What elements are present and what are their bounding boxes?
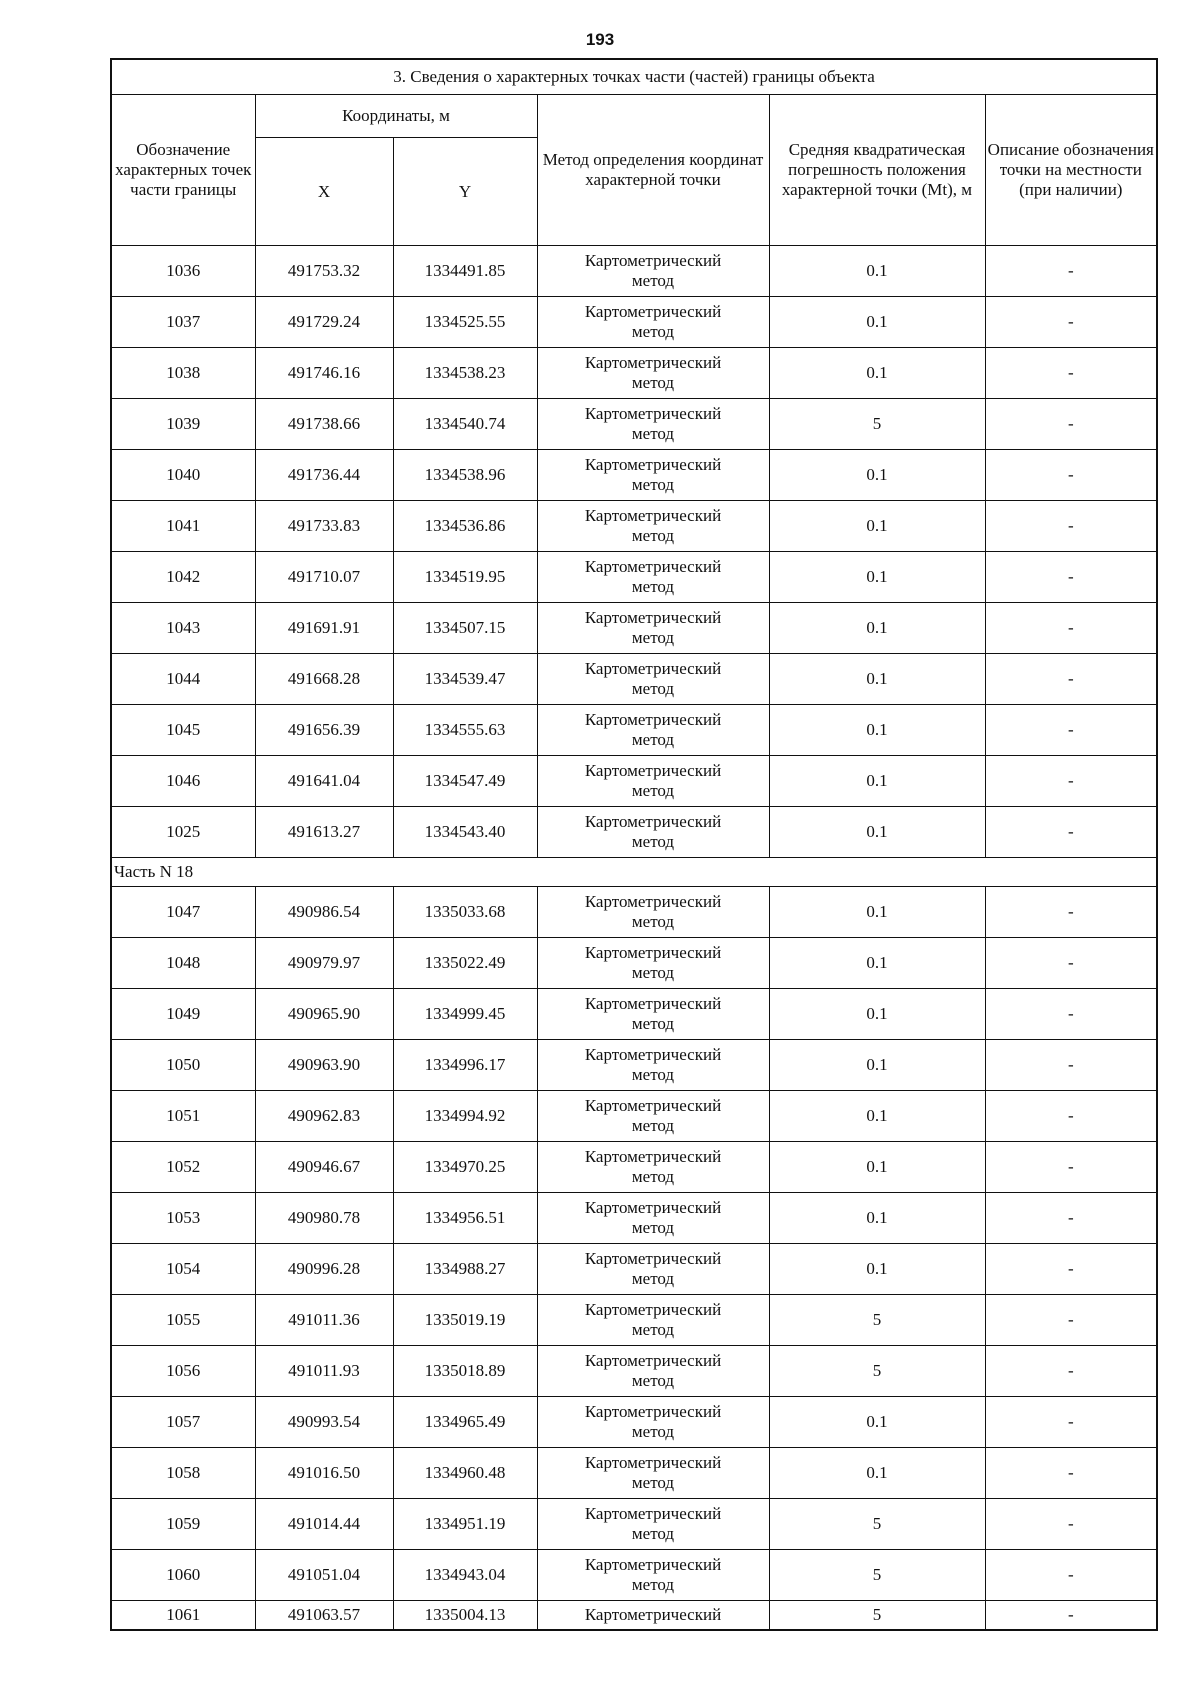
mt-value: 0.1: [769, 705, 985, 756]
table-row: [111, 552, 1157, 603]
mt-value: 5: [769, 1601, 985, 1631]
coord-y: 1334943.04: [393, 1550, 537, 1601]
coord-x: 491011.36: [255, 1295, 393, 1346]
table-row: [111, 705, 1157, 756]
method-line-1: Картометрический: [584, 251, 722, 270]
method-line-1: Картометрический: [584, 455, 722, 474]
table-row: [111, 654, 1157, 705]
description-value: -: [985, 552, 1157, 603]
coord-x: 491656.39: [255, 705, 393, 756]
point-id: 1038: [111, 348, 255, 399]
description-value: -: [985, 989, 1157, 1040]
point-id: 1053: [111, 1193, 255, 1244]
method-line-1: Картометрический: [584, 404, 722, 423]
method-line-1: Картометрический: [584, 1453, 722, 1472]
coord-y: 1334996.17: [393, 1040, 537, 1091]
method-line-2: метод: [631, 832, 675, 851]
table-row: [111, 1193, 1157, 1244]
point-id: 1045: [111, 705, 255, 756]
coord-x: 491051.04: [255, 1550, 393, 1601]
method-cell: [537, 399, 769, 450]
mt-value: 0.1: [769, 1244, 985, 1295]
method-line-1: Картометрический: [584, 1504, 722, 1523]
method-line-2: метод: [631, 475, 675, 494]
point-id: 1039: [111, 399, 255, 450]
point-id: 1037: [111, 297, 255, 348]
coord-y: 1334539.47: [393, 654, 537, 705]
method-cell: [537, 887, 769, 938]
method-line-1: Картометрический: [584, 1300, 722, 1319]
description-value: -: [985, 1040, 1157, 1091]
method-line-1: Картометрический: [584, 1147, 722, 1166]
mt-value: 0.1: [769, 1040, 985, 1091]
coord-y: 1334956.51: [393, 1193, 537, 1244]
page-number: 193: [585, 30, 615, 49]
method-line-2: метод: [631, 1014, 675, 1033]
method-cell: [537, 1550, 769, 1601]
method-cell: [537, 552, 769, 603]
mt-value: 0.1: [769, 603, 985, 654]
mt-value: 5: [769, 1550, 985, 1601]
description-value: -: [985, 1244, 1157, 1295]
method-cell: [537, 450, 769, 501]
table-body-part-18: [111, 887, 1157, 1601]
header-designation: Обозначение характерных точек части границы: [111, 95, 255, 246]
mt-value: 5: [769, 399, 985, 450]
description-value: -: [985, 1601, 1157, 1631]
coord-y: 1334999.45: [393, 989, 537, 1040]
method-cell: [537, 297, 769, 348]
coord-x: 491613.27: [255, 807, 393, 858]
point-id: 1060: [111, 1550, 255, 1601]
point-id: 1049: [111, 989, 255, 1040]
method-line-2: метод: [631, 271, 675, 290]
point-id: 1052: [111, 1142, 255, 1193]
description-value: -: [985, 807, 1157, 858]
method-line-2: метод: [631, 1269, 675, 1288]
mt-value: 0.1: [769, 246, 985, 297]
mt-value: 0.1: [769, 756, 985, 807]
mt-value: 5: [769, 1295, 985, 1346]
boundary-points-table: [110, 58, 1158, 1631]
mt-value: 0.1: [769, 552, 985, 603]
table-row: [111, 297, 1157, 348]
coord-x: 491668.28: [255, 654, 393, 705]
coord-y: 1334538.23: [393, 348, 537, 399]
description-value: -: [985, 938, 1157, 989]
method-line-1: Картометрический: [584, 1249, 722, 1268]
point-id: 1050: [111, 1040, 255, 1091]
mt-value: 0.1: [769, 654, 985, 705]
method-line-1: Картометрический: [584, 812, 722, 831]
method-cell: [537, 756, 769, 807]
method-cell: [537, 1295, 769, 1346]
method-line-2: метод: [631, 526, 675, 545]
coord-x: 490946.67: [255, 1142, 393, 1193]
description-value: -: [985, 1142, 1157, 1193]
method-line-2: метод: [631, 1422, 675, 1441]
mt-value: 0.1: [769, 450, 985, 501]
table-row: [111, 1142, 1157, 1193]
description-value: -: [985, 756, 1157, 807]
coord-y: 1334536.86: [393, 501, 537, 552]
coord-x: 491736.44: [255, 450, 393, 501]
description-value: -: [985, 246, 1157, 297]
table-row: [111, 348, 1157, 399]
coord-y: 1334965.49: [393, 1397, 537, 1448]
method-cell: [537, 501, 769, 552]
table-row: [111, 1244, 1157, 1295]
coord-y: 1334960.48: [393, 1448, 537, 1499]
method-line-1: Картометрический: [584, 994, 722, 1013]
method-line-1: Картометрический: [584, 353, 722, 372]
coord-x: 491691.91: [255, 603, 393, 654]
point-id: 1048: [111, 938, 255, 989]
method-line-1: Картометрический: [584, 608, 722, 627]
coord-x: 490996.28: [255, 1244, 393, 1295]
method-cell: [537, 603, 769, 654]
coord-y: 1334951.19: [393, 1499, 537, 1550]
method-line-2: метод: [631, 1167, 675, 1186]
point-id: 1059: [111, 1499, 255, 1550]
point-id: 1040: [111, 450, 255, 501]
method-line-1: Картометрический: [584, 557, 722, 576]
method-line-1: Картометрический: [584, 1045, 722, 1064]
table-body-part-a: [111, 246, 1157, 858]
coord-x: 491753.32: [255, 246, 393, 297]
table-row: [111, 1550, 1157, 1601]
table-row: [111, 938, 1157, 989]
coord-y: 1334507.15: [393, 603, 537, 654]
method-cell: [537, 246, 769, 297]
table-row: [111, 1091, 1157, 1142]
point-id: 1036: [111, 246, 255, 297]
coord-y: 1334491.85: [393, 246, 537, 297]
method-cell: Картометрический: [537, 1601, 769, 1631]
point-id: 1057: [111, 1397, 255, 1448]
coord-x: 490979.97: [255, 938, 393, 989]
method-line-1: Картометрический: [584, 1198, 722, 1217]
coord-y: 1334540.74: [393, 399, 537, 450]
coord-y: 1334519.95: [393, 552, 537, 603]
description-value: -: [985, 603, 1157, 654]
mt-value: 0.1: [769, 807, 985, 858]
method-line-2: метод: [631, 1065, 675, 1084]
point-id: 1051: [111, 1091, 255, 1142]
coord-x: 491016.50: [255, 1448, 393, 1499]
header-x: X: [255, 138, 393, 246]
table-row: [111, 1346, 1157, 1397]
coord-y: 1334525.55: [393, 297, 537, 348]
table-row: [111, 887, 1157, 938]
description-value: -: [985, 297, 1157, 348]
coord-y: 1334555.63: [393, 705, 537, 756]
coord-y: 1335022.49: [393, 938, 537, 989]
point-id: 1058: [111, 1448, 255, 1499]
method-line-1: Картометрический: [584, 1555, 722, 1574]
coord-y: 1334543.40: [393, 807, 537, 858]
mt-value: 0.1: [769, 501, 985, 552]
method-cell: [537, 1448, 769, 1499]
coord-y: 1334538.96: [393, 450, 537, 501]
header-method: Метод определения координат характерной точки: [537, 95, 769, 246]
method-line-2: метод: [631, 1320, 675, 1339]
table-row: [111, 807, 1157, 858]
coord-x: 490963.90: [255, 1040, 393, 1091]
coord-y: 1334988.27: [393, 1244, 537, 1295]
method-line-2: метод: [631, 1524, 675, 1543]
method-line-2: метод: [631, 322, 675, 341]
description-value: -: [985, 654, 1157, 705]
method-line-1: Картометрический: [584, 1096, 722, 1115]
mt-value: 0.1: [769, 989, 985, 1040]
table-row: [111, 603, 1157, 654]
method-cell: [537, 1346, 769, 1397]
point-id: 1043: [111, 603, 255, 654]
coord-x: 490980.78: [255, 1193, 393, 1244]
mt-value: 0.1: [769, 1448, 985, 1499]
method-line-1: Картометрический: [584, 302, 722, 321]
mt-value: 5: [769, 1499, 985, 1550]
description-value: -: [985, 348, 1157, 399]
table-title: 3. Сведения о характерных точках части (частей) границы объекта: [111, 59, 1157, 95]
coord-x: 491063.57: [255, 1601, 393, 1631]
description-value: -: [985, 1091, 1157, 1142]
method-line-1: Картометрический: [584, 943, 722, 962]
method-line-2: метод: [631, 1371, 675, 1390]
table-row: [111, 1448, 1157, 1499]
mt-value: 0.1: [769, 348, 985, 399]
mt-value: 0.1: [769, 938, 985, 989]
coord-x: 491738.66: [255, 399, 393, 450]
point-id: 1042: [111, 552, 255, 603]
method-line-2: метод: [631, 1575, 675, 1594]
mt-value: 0.1: [769, 1142, 985, 1193]
method-cell: [537, 1244, 769, 1295]
point-id: 1025: [111, 807, 255, 858]
point-id: 1044: [111, 654, 255, 705]
coord-y: 1334547.49: [393, 756, 537, 807]
method-cell: [537, 938, 769, 989]
point-id: 1041: [111, 501, 255, 552]
method-line-2: метод: [631, 912, 675, 931]
description-value: -: [985, 1346, 1157, 1397]
table-row: [111, 1397, 1157, 1448]
description-value: -: [985, 705, 1157, 756]
coord-x: 491011.93: [255, 1346, 393, 1397]
coord-x: 491746.16: [255, 348, 393, 399]
coord-y: 1334970.25: [393, 1142, 537, 1193]
method-line-2: метод: [631, 1473, 675, 1492]
method-line-1: Картометрический: [584, 761, 722, 780]
description-value: -: [985, 1499, 1157, 1550]
mt-value: 0.1: [769, 887, 985, 938]
table-row: [111, 1601, 1157, 1631]
mt-value: 0.1: [769, 1193, 985, 1244]
method-line-2: метод: [631, 1116, 675, 1135]
description-value: -: [985, 887, 1157, 938]
point-id: 1054: [111, 1244, 255, 1295]
point-id: 1055: [111, 1295, 255, 1346]
point-id: 1061: [111, 1601, 255, 1631]
description-value: -: [985, 399, 1157, 450]
coord-x: 490962.83: [255, 1091, 393, 1142]
method-line-1: Картометрический: [584, 506, 722, 525]
method-line-1: Картометрический: [584, 1402, 722, 1421]
coord-y: 1335018.89: [393, 1346, 537, 1397]
coord-x: 491641.04: [255, 756, 393, 807]
table-row: [111, 450, 1157, 501]
coord-x: 491014.44: [255, 1499, 393, 1550]
coord-x: 491729.24: [255, 297, 393, 348]
description-value: -: [985, 1397, 1157, 1448]
mt-value: 0.1: [769, 1091, 985, 1142]
table-row: [111, 501, 1157, 552]
method-line-1: Картометрический: [584, 892, 722, 911]
description-value: -: [985, 450, 1157, 501]
method-cell: [537, 807, 769, 858]
table-row: [111, 756, 1157, 807]
part-label: Часть N 18: [111, 858, 1157, 887]
mt-value: 0.1: [769, 1397, 985, 1448]
method-cell: [537, 654, 769, 705]
method-line-2: метод: [631, 781, 675, 800]
method-line-2: метод: [631, 1218, 675, 1237]
description-value: -: [985, 1295, 1157, 1346]
method-cell: [537, 1091, 769, 1142]
header-y: Y: [393, 138, 537, 246]
description-value: -: [985, 1550, 1157, 1601]
coord-y: 1335004.13: [393, 1601, 537, 1631]
method-line-1: Картометрический: [584, 1351, 722, 1370]
coord-x: 490986.54: [255, 887, 393, 938]
header-error: Средняя квадратическая погрешность положения характерной точки (Mt), м: [769, 95, 985, 246]
header-coordinates: Координаты, м: [255, 95, 537, 138]
header-description: Описание обозначения точки на местности (при наличии): [985, 95, 1157, 246]
method-cell: [537, 1142, 769, 1193]
point-id: 1046: [111, 756, 255, 807]
method-line-1: Картометрический: [584, 659, 722, 678]
method-cell: [537, 1397, 769, 1448]
method-line-2: метод: [631, 679, 675, 698]
description-value: -: [985, 501, 1157, 552]
coord-x: 491710.07: [255, 552, 393, 603]
coord-y: 1334994.92: [393, 1091, 537, 1142]
point-id: 1056: [111, 1346, 255, 1397]
table-row: [111, 399, 1157, 450]
table-row: [111, 989, 1157, 1040]
table-row: [111, 1295, 1157, 1346]
table-row: [111, 1040, 1157, 1091]
coord-y: 1335019.19: [393, 1295, 537, 1346]
method-line-2: метод: [631, 577, 675, 596]
method-line-2: метод: [631, 424, 675, 443]
mt-value: 0.1: [769, 297, 985, 348]
point-id: 1047: [111, 887, 255, 938]
method-cell: [537, 705, 769, 756]
method-line-2: метод: [631, 730, 675, 749]
description-value: -: [985, 1193, 1157, 1244]
coord-x: 491733.83: [255, 501, 393, 552]
table-row: [111, 246, 1157, 297]
table-row: [111, 1499, 1157, 1550]
coord-x: 490965.90: [255, 989, 393, 1040]
coord-x: 490993.54: [255, 1397, 393, 1448]
method-cell: [537, 989, 769, 1040]
method-cell: [537, 1193, 769, 1244]
method-line-2: метод: [631, 628, 675, 647]
method-cell: [537, 1040, 769, 1091]
method-line-1: Картометрический: [584, 710, 722, 729]
method-cell: [537, 348, 769, 399]
mt-value: 5: [769, 1346, 985, 1397]
description-value: -: [985, 1448, 1157, 1499]
coord-y: 1335033.68: [393, 887, 537, 938]
method-line-2: метод: [631, 963, 675, 982]
method-line-2: метод: [631, 373, 675, 392]
method-cell: [537, 1499, 769, 1550]
